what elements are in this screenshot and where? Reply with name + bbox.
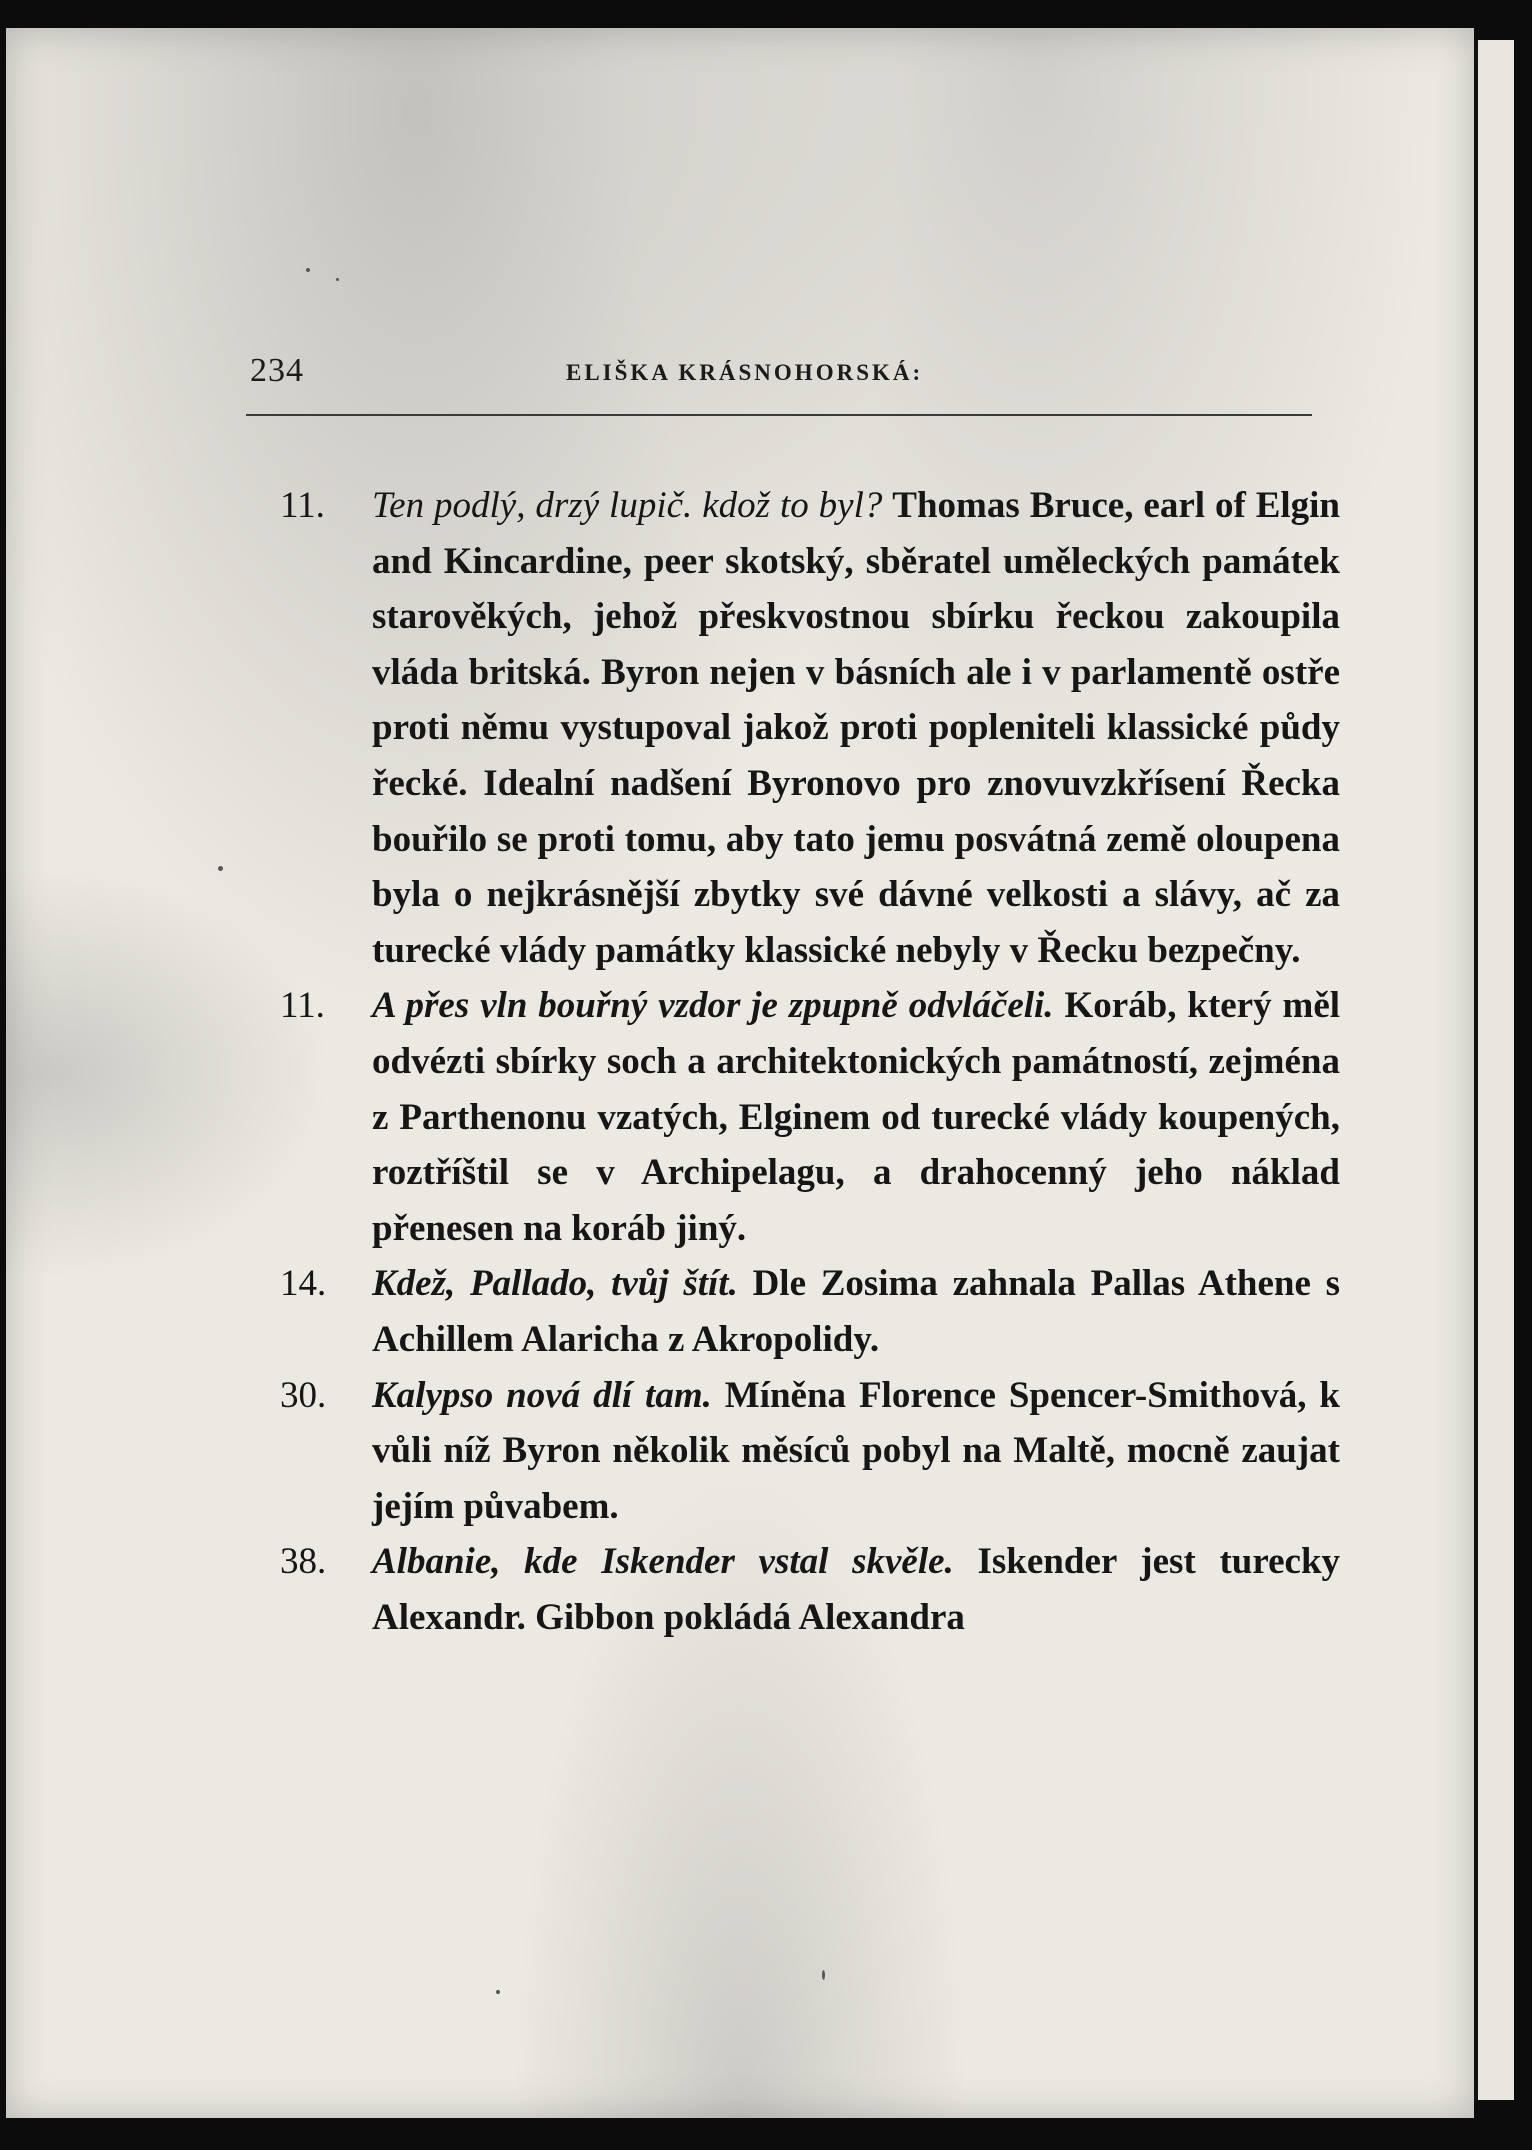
note-text: Dle Zosima zahnala Pallas Athene s Achillem Alaricha z Akropolidy. (372, 1263, 1341, 1360)
note-lemma: Kalypso nová dlí tam. (372, 1374, 712, 1416)
page-header (246, 352, 1312, 396)
note-item (280, 478, 1340, 978)
paper-speck (306, 268, 310, 272)
header-rule (246, 414, 1312, 416)
paper-speck (822, 1970, 825, 1980)
note-text: Iskender jest turecky Alexandr. Gibbon pokládá Alexandra (372, 1541, 1341, 1638)
note-item (280, 1368, 1340, 1535)
note-item (280, 1256, 1340, 1367)
paper-speck (496, 1990, 500, 1994)
running-head: ELIŠKA KRÁSNOHORSKÁ: (566, 360, 924, 385)
note-number: 30. (280, 1374, 327, 1416)
note-number: 38. (280, 1541, 327, 1583)
note-text: Thomas Bruce, earl of Elgin and Kincardine, peer skotský, sběratel uměleckých památek starověkých, jehož přeskvostnou sbírku řeckou zakoupila vláda britská. Byron nejen v básních ale i v parlamentě ostře proti němu vystupoval jakož proti popleniteli klassické půdy řecké. Idealní nadšení Byronovo pro znovuvzkřísení Řecka bouřilo se proti tomu, aby tato jemu posvátná země oloupena byla o nejkrásnější zbytky své dávné velkosti a slávy, ač za turecké vlády památky klassické nebyly v Řecku bezpečny. (372, 485, 1341, 971)
note-text: Míněna Florence Spencer-Smithová, k vůli níž Byron několik měsíců pobyl na Maltě, mocně zaujat jejím půvabem. (372, 1374, 1340, 1527)
note-number: 11. (280, 985, 325, 1027)
note-number: 11. (280, 485, 325, 526)
note-lemma: Ten podlý, drzý lupič. kdož to byl? (372, 485, 883, 526)
note-item (280, 978, 1340, 1256)
note-lemma: A přes vln bouřný vzdor je zpupně odvláčeli. (372, 985, 1054, 1027)
note-number: 14. (280, 1263, 327, 1305)
page-number: 234 (250, 352, 304, 389)
note-lemma: Albanie, kde Iskender vstal skvěle. (372, 1541, 954, 1583)
endnotes (280, 478, 1340, 1645)
note-lemma: Kdež, Pallado, tvůj štít. (372, 1263, 738, 1305)
adjacent-page-edge (1474, 40, 1514, 2100)
note-item (280, 1534, 1340, 1645)
paper-speck (218, 866, 223, 871)
paper-speck (336, 278, 339, 281)
note-text: Koráb, který měl odvézti sbírky soch a architektonických památností, zejména z Parthenonu vzatých, Elginem od turecké vlády koupených, roztříštil se v Archipelagu, a drahocenný jeho náklad přenesen na koráb jiný. (372, 985, 1341, 1249)
